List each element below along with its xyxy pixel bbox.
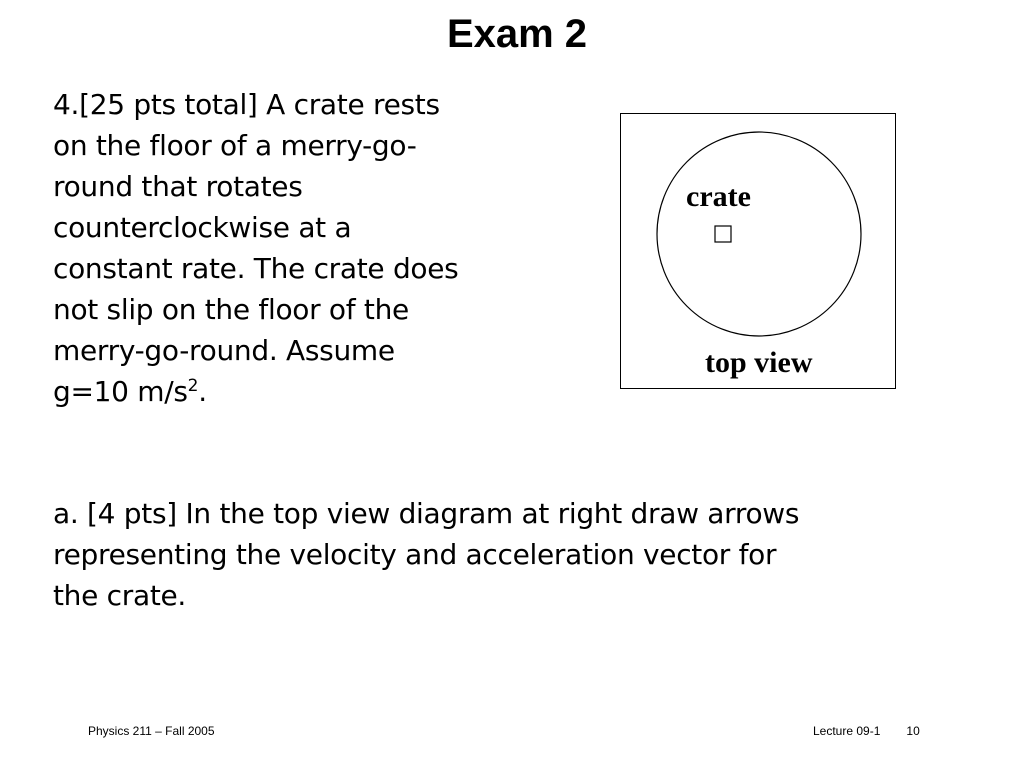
- top-view-diagram: [620, 113, 896, 389]
- problem-line: counterclockwise at a: [53, 211, 352, 244]
- part-a-line: representing the velocity and acceleration vector for: [53, 538, 777, 571]
- crate-box: [715, 226, 731, 242]
- top-view-label: top view: [705, 346, 813, 379]
- footer-course: Physics 211 – Fall 2005: [88, 724, 215, 738]
- part-a-line: a. [4 pts] In the top view diagram at right draw arrows: [53, 497, 800, 530]
- problem-statement: [53, 84, 583, 412]
- problem-line: round that rotates: [53, 170, 303, 203]
- problem-line: merry-go-round. Assume: [53, 334, 395, 367]
- gravity-exponent: 2: [187, 376, 199, 396]
- footer-page-number: 10: [906, 724, 920, 738]
- part-a-line: the crate.: [53, 579, 187, 612]
- problem-line: not slip on the floor of the: [53, 293, 409, 326]
- problem-gravity-line: [53, 371, 583, 412]
- slide-title: Exam 2: [446, 12, 588, 56]
- merry-go-round-circle: [657, 132, 861, 336]
- crate-label: crate: [686, 180, 751, 213]
- footer-lecture-info: [813, 724, 920, 738]
- problem-line: 4.[25 pts total] A crate rests: [53, 88, 440, 121]
- footer-lecture: Lecture 09-1: [813, 724, 881, 738]
- problem-line: constant rate. The crate does: [53, 252, 459, 285]
- part-a-question: [53, 493, 993, 616]
- gravity-text: g=10 m/s: [53, 375, 188, 408]
- gravity-period: .: [198, 375, 207, 408]
- problem-line: on the floor of a merry-go-: [53, 129, 417, 162]
